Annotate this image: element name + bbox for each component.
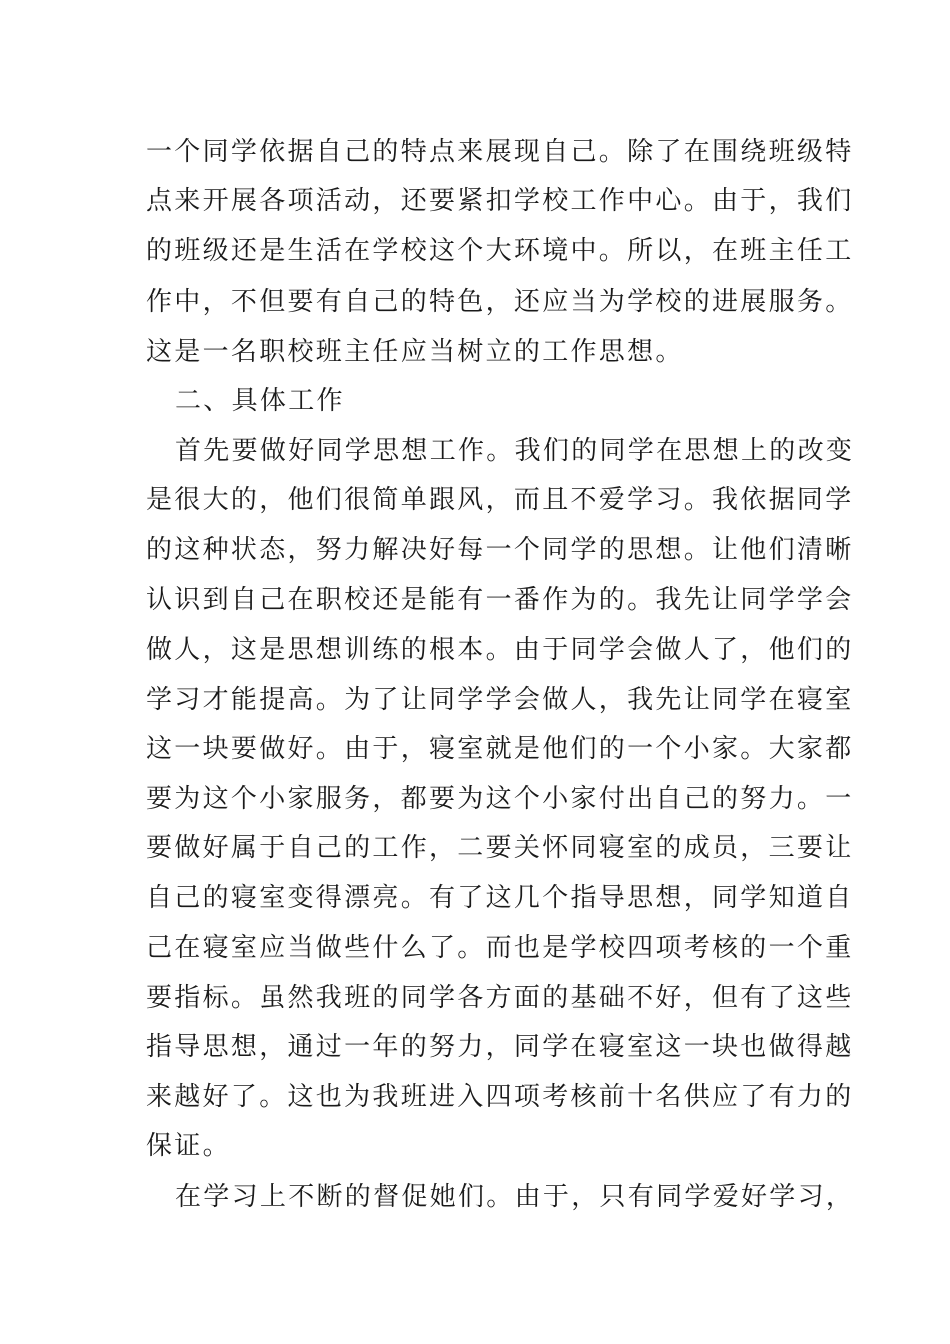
text-line: 要做好属于自己的工作，二要关怀同寝室的成员，三要让: [146, 833, 854, 863]
text-line: 认识到自己在职校还是能有一番作为的。我先让同学学会: [146, 585, 854, 615]
text-line: 点来开展各项活动，还要紧扣学校工作中心。由于，我们: [146, 186, 854, 216]
text-line: 一个同学依据自己的特点来展现自己。除了在围绕班级特: [146, 137, 854, 167]
text-line: 做人，这是思想训练的根本。由于同学会做人了，他们的: [146, 635, 854, 665]
text-line: 来越好了。这也为我班进入四项考核前十名供应了有力的: [146, 1082, 854, 1112]
text-line: 要为这个小家服务，都要为这个小家付出自己的努力。一: [146, 784, 854, 814]
text-line: 保证。: [146, 1131, 231, 1161]
text-line: 是很大的，他们很简单跟风，而且不爱学习。我依据同学: [146, 485, 854, 515]
text-line: 这一块要做好。由于，寝室就是他们的一个小家。大家都: [146, 734, 854, 764]
text-line: 学习才能提高。为了让同学学会做人，我先让同学在寝室: [146, 685, 854, 715]
text-line: 作中，不但要有自己的特色，还应当为学校的进展服务。: [146, 287, 854, 317]
text-line: 自己的寝室变得漂亮。有了这几个指导思想，同学知道自: [146, 883, 854, 913]
section-heading: 二、具体工作: [175, 386, 345, 416]
text-line: 的班级还是生活在学校这个大环境中。所以，在班主任工: [146, 236, 854, 266]
text-line: 己在寝室应当做些什么了。而也是学校四项考核的一个重: [146, 933, 854, 963]
text-line: 首先要做好同学思想工作。我们的同学在思想上的改变: [175, 436, 855, 466]
text-line: 要指标。虽然我班的同学各方面的基础不好，但有了这些: [146, 983, 854, 1013]
text-line: 这是一名职校班主任应当树立的工作思想。: [146, 337, 684, 367]
text-line: 指导思想，通过一年的努力，同学在寝室这一块也做得越: [146, 1032, 854, 1062]
text-line: 的这种状态，努力解决好每一个同学的思想。让他们清晰: [146, 535, 854, 565]
text-line: 在学习上不断的督促她们。由于，只有同学爱好学习，: [175, 1182, 855, 1212]
